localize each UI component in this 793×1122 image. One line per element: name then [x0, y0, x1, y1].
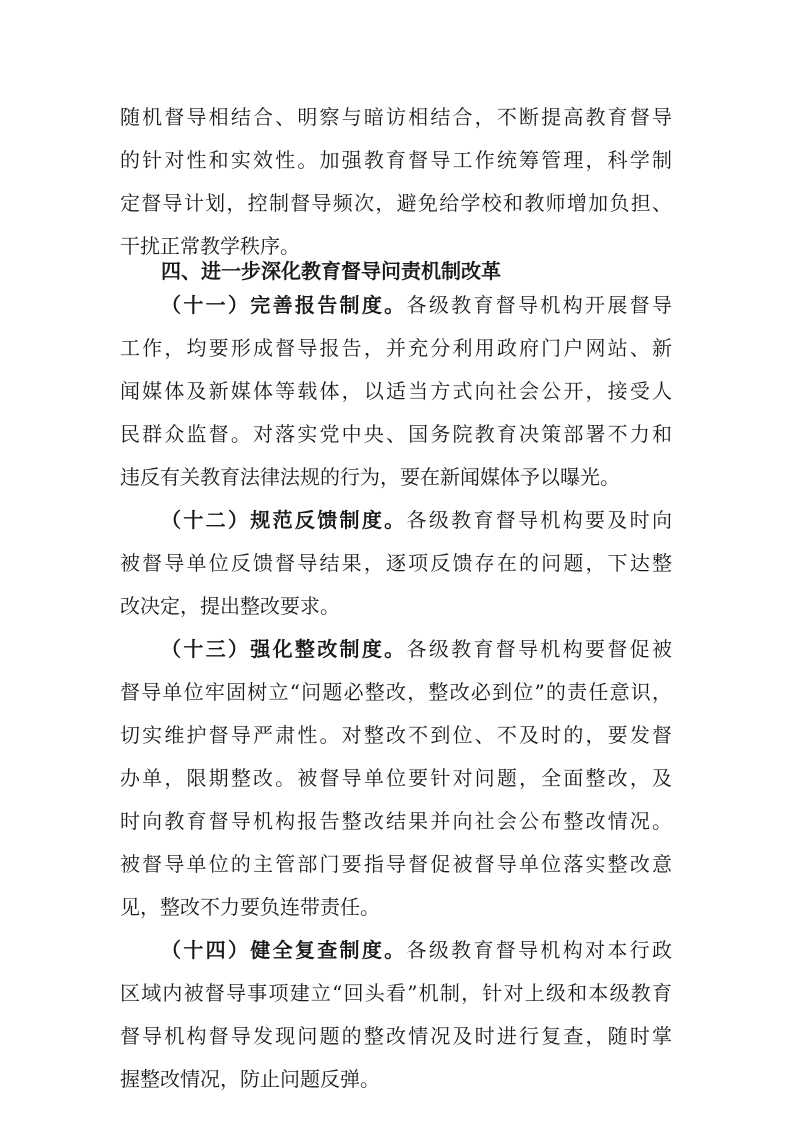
body-text-line: 随机督导相结合、明察与暗访相结合，不断提高教育督导 [120, 105, 672, 129]
body-text-line: 督导单位牢固树立“问题必整改，整改必到位”的责任意识， [120, 680, 672, 704]
body-text-line: 的针对性和实效性。加强教育督导工作统筹管理，科学制 [120, 148, 672, 172]
body-text-line: 干扰正常教学秩序。 [120, 234, 300, 258]
body-text-line: 违反有关教育法律法规的行为，要在新闻媒体予以曝光。 [120, 465, 620, 489]
paragraph-first-line [161, 634, 672, 664]
section-heading: 四、进一步深化教育督导问责机制改革 [161, 259, 501, 283]
body-text-line: 时向教育督导机构报告整改结果并向社会公布整改情况。 [120, 809, 672, 833]
body-text-line: 见，整改不力要负连带责任。 [120, 895, 380, 919]
body-text-line: 定督导计划，控制督导频次，避免给学校和教师增加负担、 [120, 191, 672, 215]
body-text-line: 被督导单位反馈督导结果，逐项反馈存在的问题，下达整 [120, 551, 672, 575]
body-text-line: 工作，均要形成督导报告，并充分利用政府门户网站、新 [120, 336, 672, 360]
paragraph-text: 各级教育督导机构开展督导 [406, 293, 672, 317]
paragraph-lead: （十二）规范反馈制度。 [161, 508, 407, 532]
body-text-line: 被督导单位的主管部门要指导督促被督导单位落实整改意 [120, 852, 672, 876]
paragraph-text: 各级教育督导机构对本行政 [406, 938, 672, 962]
paragraph-first-line [161, 505, 672, 535]
body-text-line: 民群众监督。对落实党中央、国务院教育决策部署不力和 [120, 422, 672, 446]
body-text-line: 督导机构督导发现问题的整改情况及时进行复查，随时掌 [120, 1024, 672, 1048]
body-text-line: 办单，限期整改。被督导单位要针对问题，全面整改，及 [120, 766, 672, 790]
paragraph-lead: （十四）健全复查制度。 [161, 938, 407, 962]
paragraph-text: 各级教育督导机构要及时向 [406, 508, 672, 532]
paragraph-lead: （十一）完善报告制度。 [161, 293, 407, 317]
body-text-line: 握整改情况，防止问题反弹。 [120, 1067, 380, 1091]
paragraph-first-line [161, 290, 672, 320]
paragraph-text: 各级教育督导机构要督促被 [406, 637, 672, 661]
body-text-line: 区域内被督导事项建立“回头看”机制，针对上级和本级教育 [120, 981, 672, 1005]
body-text-line: 改决定，提出整改要求。 [120, 594, 340, 618]
body-text-line: 闻媒体及新媒体等载体，以适当方式向社会公开，接受人 [120, 379, 672, 403]
paragraph-lead: （十三）强化整改制度。 [161, 637, 407, 661]
body-text-line: 切实维护督导严肃性。对整改不到位、不及时的，要发督 [120, 723, 672, 747]
paragraph-first-line [161, 935, 672, 965]
